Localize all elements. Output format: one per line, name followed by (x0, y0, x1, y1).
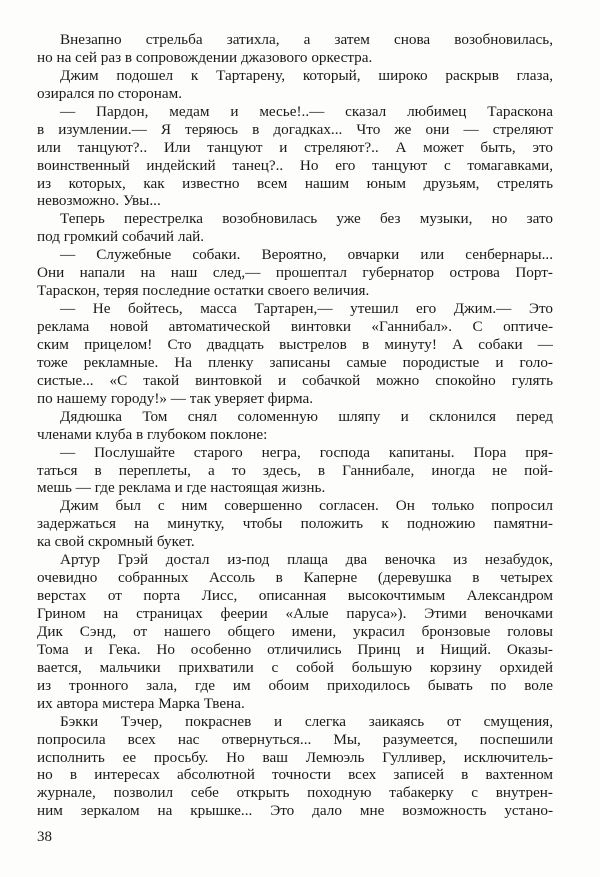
text-line: невозможно. Увы... (37, 192, 161, 210)
text-line: Тома и Гека. Но особенно отличились Принц и Нищий. Оказы- (37, 640, 553, 658)
text-line: попросила всех нас отвернуться... Мы, разумеется, поспешили (37, 730, 553, 748)
text-line: вается, мальчики прихватили с собой большую корзину орхидей (37, 658, 553, 676)
text-line: по нашему городу!» — так уверяет фирма. (37, 389, 314, 407)
paragraph (37, 246, 553, 300)
paragraph (37, 497, 553, 551)
text-line: но на сей раз в сопровождении джазового оркестра. (37, 48, 373, 66)
text-line: ка свой скромный букет. (37, 533, 195, 551)
text-line: Артур Грэй достал из-под плаща два веночка из незабудок, (60, 551, 553, 569)
paragraph (37, 31, 553, 67)
text-line: Тараскон, теряя последние остатки своего величия. (37, 282, 370, 300)
text-line: ним зеркалом на крышке... Это дало мне возможность устано- (37, 802, 553, 820)
paragraph (37, 408, 553, 444)
text-line: или танцуют?.. Или танцуют и стреляют?.. А может быть, это (37, 138, 553, 156)
text-line: — Служебные собаки. Вероятно, овчарки или сенбернары... (60, 246, 553, 264)
text-line: Внезапно стрельба затихла, а затем снова возобновилась, (60, 31, 553, 48)
paragraph (37, 444, 553, 498)
paragraph (37, 67, 553, 103)
text-line: их автора мистера Марка Твена. (37, 694, 245, 712)
text-line: Дик Сэнд, от нашего общего имени, украсил бронзовые головы (37, 622, 553, 640)
text-line: Они напали на наш след,— прошептал губернатор острова Порт- (37, 264, 553, 282)
text-line: исполнить ее просьбу. Но ваш Лемюэль Гулливер, исключитель- (37, 748, 553, 766)
text-line: озирался по сторонам. (37, 84, 183, 102)
text-line: воинственный индейский танец?.. Но его танцуют с томагавками, (37, 156, 553, 174)
text-line: журнале, позволил себе открыть походную табакерку с внутрен- (37, 784, 553, 802)
paragraph (37, 300, 553, 408)
text-line: ским прицелом! Сто двадцать выстрелов в минуту! А собаки — (37, 335, 553, 353)
text-line: под громкий собачий лай. (37, 228, 205, 246)
text-line: тоже рекламные. На пленку записаны самые породистые и голо- (37, 353, 553, 371)
text-line: — Послушайте старого негра, господа капитаны. Пора пря- (60, 443, 553, 461)
text-line: — Пардон, медам и месье!..— сказал любимец Тараскона (60, 102, 553, 120)
paragraph (37, 103, 553, 211)
text-line: таться в переплеты, а то здесь, в Ганнибале, иногда не пой- (37, 461, 553, 479)
text-line: но в интересах абсолютной точности всех записей в вахтенном (37, 766, 553, 784)
text-line: из тронного зала, где им обоим приходилось бывать по воле (37, 676, 553, 694)
paragraph (37, 551, 553, 712)
paragraph (37, 210, 553, 246)
text-line: Грином на страницах феерии «Алые паруса»). Этими веночками (37, 605, 553, 622)
text-line: Джим был с ним совершенно согласен. Он только попросил (60, 497, 553, 515)
text-line: членами клуба в глубоком поклоне: (37, 425, 268, 443)
page-body-text (37, 31, 553, 820)
page-number: 38 (37, 829, 52, 845)
text-line: Бэкки Тэчер, покраснев и слегка заикаясь от смущения, (60, 712, 553, 730)
text-line: Дядюшка Том снял соломенную шляпу и склонился перед (60, 407, 553, 425)
text-line: в изумлении.— Я теряюсь в догадках... Что же они — стреляют (37, 120, 553, 138)
text-line: из которых, как известно всем нашим юным друзьям, стрелять (37, 174, 553, 192)
paragraph (37, 713, 553, 821)
text-line: задержаться на минутку, чтобы положить к подножию памятни- (37, 515, 553, 533)
text-line: Теперь перестрелка возобновилась уже без музыки, но зато (60, 210, 553, 228)
text-line: Джим подошел к Тартарену, который, широко раскрыв глаза, (60, 66, 553, 84)
text-line: очевидно собранных Ассоль в Каперне (деревушка в четырех (37, 569, 553, 587)
text-line: реклама новой автоматической винтовки «Ганнибал». С оптиче- (37, 318, 553, 335)
text-line: — Не бойтесь, масса Тартарен,— утешил его Джим.— Это (60, 300, 553, 318)
text-line: верстах от порта Лисс, описанная высокочтимым Александром (37, 587, 553, 605)
text-line: систые... «С такой винтовкой и собачкой можно спокойно гулять (37, 371, 553, 389)
text-line: мешь — где реклама и где настоящая жизнь. (37, 479, 326, 497)
